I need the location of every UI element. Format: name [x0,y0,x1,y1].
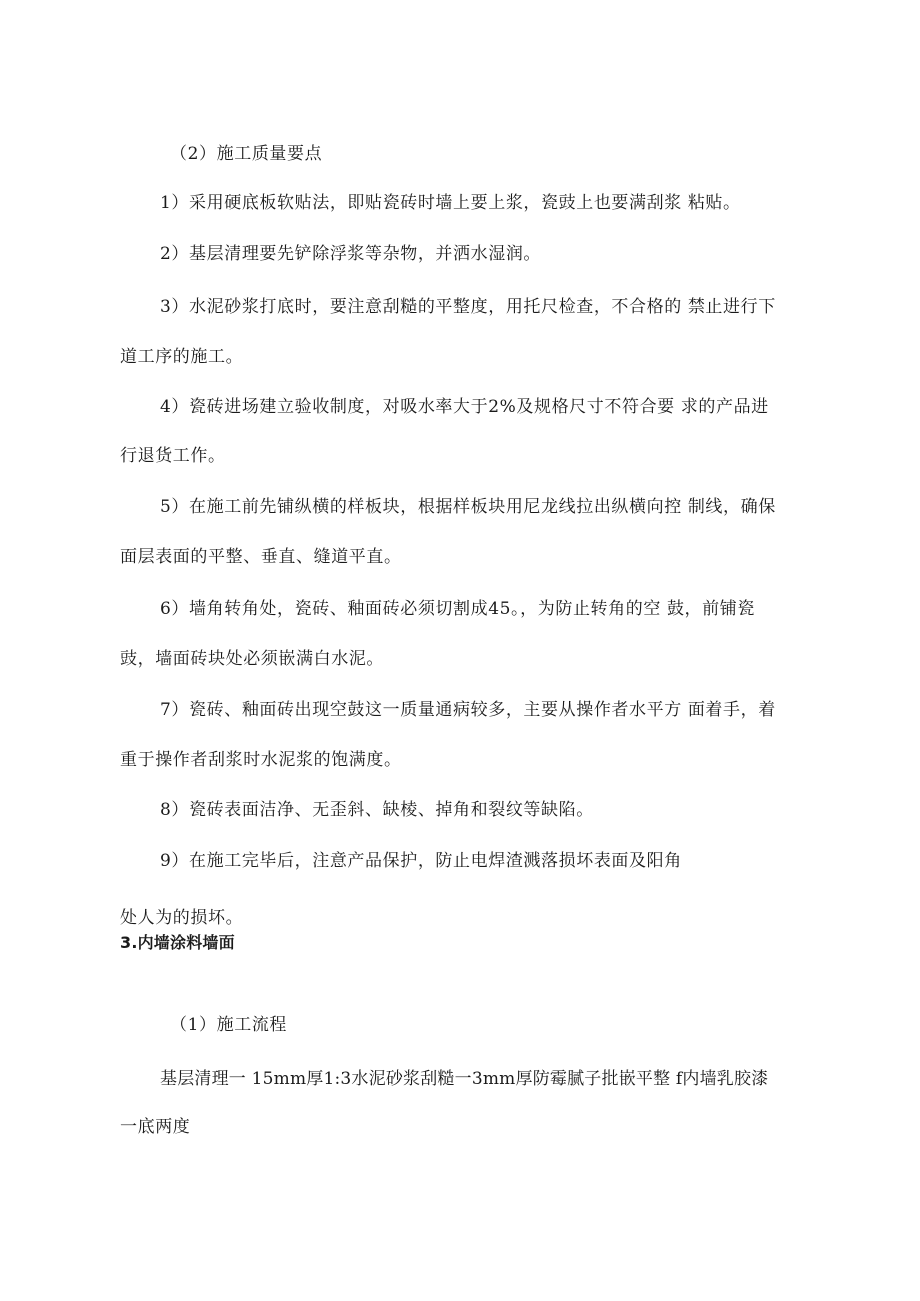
quality-item-3-line-2: 道工序的施工。 [120,347,244,367]
quality-item-7-line-2: 重于操作者刮浆时水泥浆的饱满度。 [120,750,402,770]
quality-item-3-line-1: 3）水泥砂浆打底时，要注意刮糙的平整度，用托尺检查，不合格的 禁止进行下 [160,297,776,317]
quality-item-5-line-1: 5）在施工前先铺纵横的样板块，根据样板块用尼龙线拉出纵横向控 制线，确保 [160,497,776,517]
quality-item-7-line-1: 7）瓷砖、釉面砖出现空鼓这一质量通病较多，主要从操作者水平方 面着手，着 [160,700,776,720]
quality-item-8: 8）瓷砖表面洁净、无歪斜、缺棱、掉角和裂纹等缺陷。 [160,800,594,820]
quality-item-6-line-2: 豉，墙面砖块处必须嵌满白水泥。 [120,649,384,669]
section-3-title: 3.内墙涂料墙面 [120,933,235,952]
section-3-subheading: （1）施工流程 [170,1015,288,1035]
quality-item-6-line-1: 6）墙角转角处，瓷砖、釉面砖必须切割成45。，为防止转角的空 鼓，前铺瓷 [160,599,755,619]
quality-item-4-line-1: 4）瓷砖进场建立验收制度，对吸水率大于2%及规格尺寸不符合要 求的产品进 [160,397,769,417]
section-2-heading: （2）施工质量要点 [170,144,323,164]
construction-flow-line-2: 一底两度 [120,1117,191,1137]
quality-item-5-line-2: 面层表面的平整、垂直、缝道平直。 [120,547,402,567]
quality-item-2: 2）基层清理要先铲除浮浆等杂物，并洒水湿润。 [160,244,542,264]
quality-item-4-line-2: 行退货工作。 [120,446,226,466]
quality-item-1: 1）采用硬底板软贴法，即贴瓷砖时墙上要上浆，瓷豉上也要满刮浆 粘贴。 [160,193,741,213]
quality-item-9-line-2: 处人为的损坏。 [120,908,244,928]
quality-item-9-line-1: 9）在施工完毕后，注意产品保护，防止电焊渣溅落损坏表面及阳角 [160,851,682,871]
construction-flow-line-1: 基层清理一 15mm厚1:3水泥砂浆刮糙一3mm厚防霉腻子批嵌平整 f内墙乳胶漆 [160,1069,769,1089]
